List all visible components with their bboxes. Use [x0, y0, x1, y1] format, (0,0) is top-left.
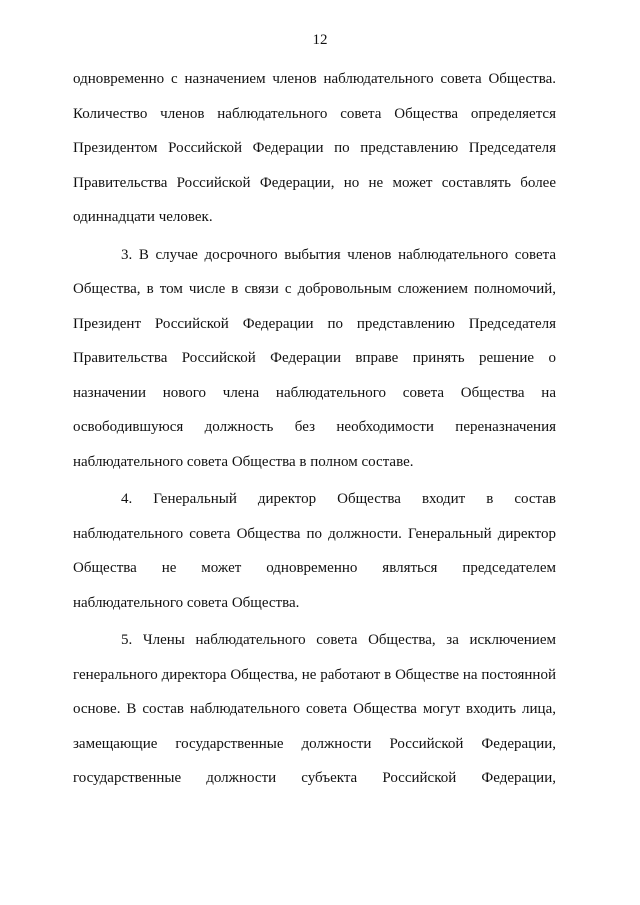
- text-line: государственные должности субъекта Российской Федерации,: [73, 770, 556, 786]
- text-line: Количество членов наблюдательного совета Общества определяется: [73, 105, 556, 122]
- text-line: освободившуюся должность без необходимости переназначения: [73, 419, 556, 435]
- text-line: основе. В состав наблюдательного совета Общества могут входить лица,: [73, 701, 556, 717]
- text-line: одновременно с назначением членов наблюдательного совета Общества.: [73, 71, 556, 87]
- text-line: генерального директора Общества, не работают в Обществе на постоянной: [73, 666, 556, 683]
- text-line: Правительства Российской Федерации вправе принять решение о: [73, 350, 556, 366]
- paragraph-item-5: [73, 623, 556, 796]
- text-line: Общества, в том числе в связи с добровольным сложением полномочий,: [73, 281, 556, 297]
- text-line: 4. Генеральный директор Общества входит в состав: [121, 491, 556, 507]
- text-line: Президент Российской Федерации по представлению Председателя: [73, 315, 556, 332]
- text-line: наблюдательного совета Общества в полном составе.: [73, 453, 414, 470]
- text-line: 5. Члены наблюдательного совета Общества, за исключением: [121, 632, 556, 648]
- text-line: замещающие государственные должности Российской Федерации,: [73, 735, 556, 752]
- paragraph-continuation: [73, 62, 556, 235]
- paragraph-item-3: [73, 238, 556, 480]
- page-number: 12: [312, 32, 328, 48]
- text-line: Правительства Российской Федерации, но не может составлять более: [73, 174, 556, 191]
- paragraph-item-4: [73, 482, 556, 620]
- text-line: Общества не может одновременно являться председателем: [73, 560, 556, 576]
- text-line: одиннадцати человек.: [73, 209, 213, 225]
- text-line: 3. В случае досрочного выбытия членов наблюдательного совета: [121, 246, 556, 263]
- text-line: наблюдательного совета Общества.: [73, 594, 300, 611]
- text-line: наблюдательного совета Общества по должности. Генеральный директор: [73, 525, 556, 542]
- document-body: [73, 62, 556, 796]
- text-line: назначении нового члена наблюдательного совета Общества на: [73, 384, 556, 401]
- text-line: Президентом Российской Федерации по представлению Председателя: [73, 140, 556, 156]
